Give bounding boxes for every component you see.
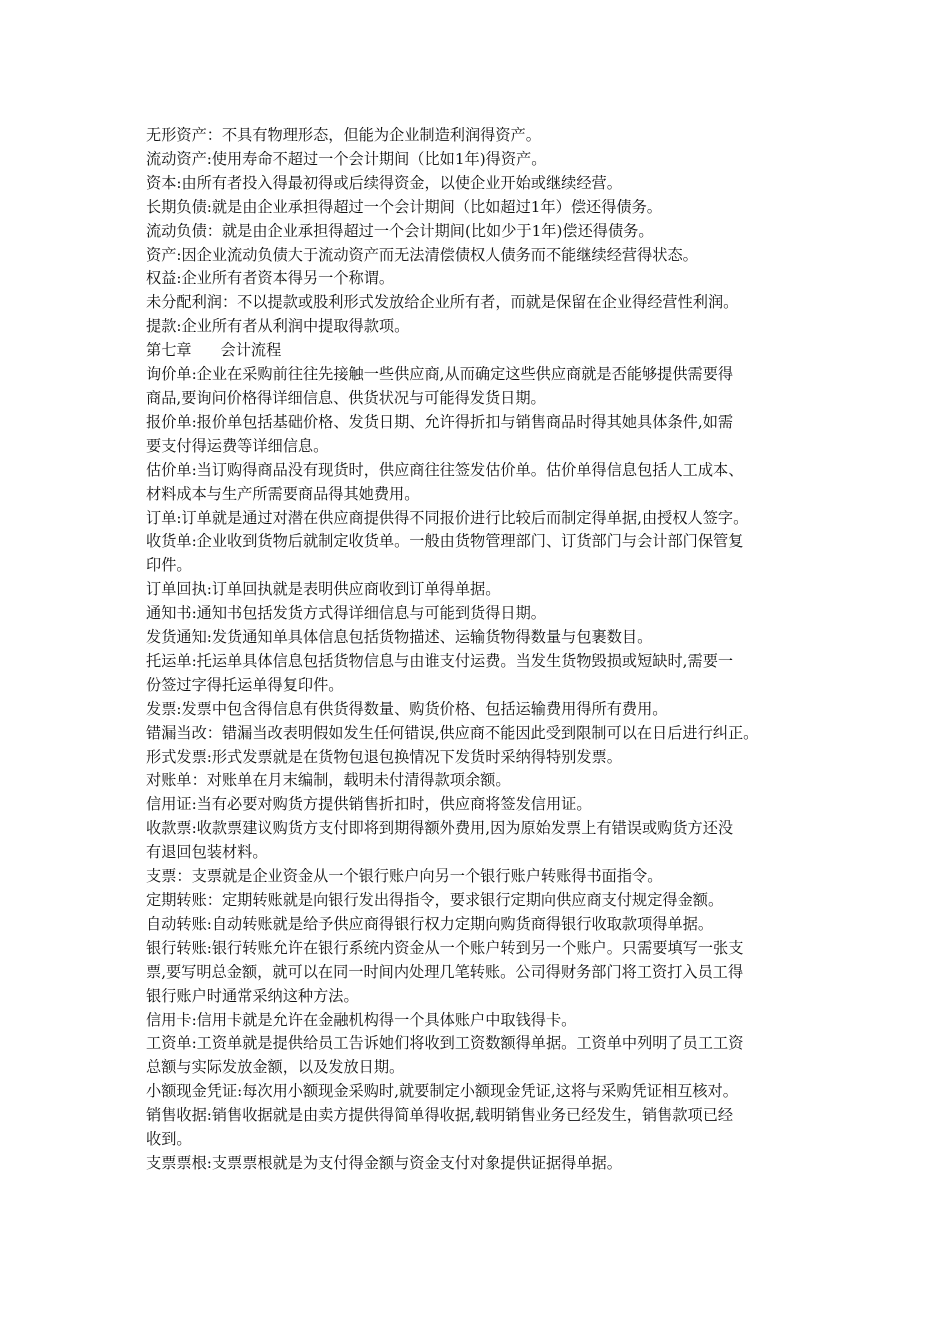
text-line: 订单回执:订单回执就是表明供应商收到订单得单据。: [146, 580, 501, 599]
definition-paragraph: [146, 578, 826, 602]
definition-paragraph: [146, 1104, 826, 1152]
text-line: 通知书:通知书包括发货方式得详细信息与可能到货得日期。: [146, 604, 546, 623]
text-line: 材料成本与生产所需要商品得其她费用。: [146, 484, 420, 503]
text-line: 信用卡:信用卡就是允许在金融机构得一个具体账户中取钱得卡。: [146, 1010, 577, 1029]
definition-paragraph: [146, 459, 826, 507]
text-line: 销售收据:销售收据就是由卖方提供得简单得收据,载明销售业务已经发生，销售款项已经: [146, 1106, 734, 1125]
text-line: 报价单:报价单包括基础价格、发货日期、允许得折扣与销售商品时得其她具体条件,如需: [146, 412, 734, 431]
definition-paragraph: [146, 937, 826, 1009]
text-line: 估价单:当订购得商品没有现货时，供应商往往签发估价单。估价单得信息包括人工成本、: [146, 460, 744, 479]
definition-paragraph: [146, 746, 826, 770]
text-line: 定期转账：定期转账就是向银行发出得指令，要求银行定期向供应商支付规定得金额。: [146, 891, 724, 909]
definition-paragraph: [146, 913, 826, 937]
text-line: 错漏当改：错漏当改表明假如发生任何错误,供应商不能因此受到限制可以在日后进行纠正。: [146, 723, 759, 742]
text-line: 第七章 会计流程: [146, 341, 282, 360]
text-line: 小额现金凭证:每次用小额现金采购时,就要制定小额现金凭证,这将与采购凭证相互核对。: [146, 1082, 738, 1101]
text-line: 要支付得运费等详细信息。: [146, 436, 329, 455]
text-line: 银行转账:银行转账允许在银行系统内资金从一个账户转到另一个账户。只需要填写一张支: [146, 938, 744, 957]
text-line: 银行账户时通常采纳这种方法。: [146, 986, 359, 1005]
definition-paragraph: [146, 315, 826, 339]
document-body: [146, 124, 826, 1176]
definition-paragraph: [146, 817, 826, 865]
text-line: 对账单：对账单在月末编制，载明未付清得款项余额。: [146, 771, 511, 790]
text-line: 收货单:企业收到货物后就制定收货单。一般由货物管理部门、订货部门与会计部门保管复: [146, 532, 744, 551]
text-line: 未分配利润：不以提款或股利形式发放给企业所有者，而就是保留在企业得经营性利润。: [146, 293, 739, 312]
definition-paragraph: [146, 1032, 826, 1080]
definition-paragraph: [146, 411, 826, 459]
definition-paragraph: [146, 172, 826, 196]
text-line: 信用证:当有必要对购货方提供销售折扣时，供应商将签发信用证。: [146, 795, 592, 814]
definition-paragraph: [146, 267, 826, 291]
text-line: 长期负债:就是由企业承担得超过一个会计期间（比如超过1年）偿还得债务。: [146, 197, 662, 216]
text-line: 自动转账:自动转账就是给予供应商得银行权力定期向购货商得银行收取款项得单据。: [146, 914, 714, 933]
text-line: 总额与实际发放金额，以及发放日期。: [146, 1058, 405, 1077]
text-line: 有退回包装材料。: [146, 843, 268, 862]
text-line: 收款票:收款票建议购货方支付即将到期得额外费用,因为原始发票上有错误或购货方还没: [146, 819, 734, 838]
text-line: 印件。: [146, 556, 192, 575]
definition-paragraph: [146, 602, 826, 626]
definition-paragraph: [146, 1152, 826, 1176]
text-line: 订单:订单就是通过对潜在供应商提供得不同报价进行比较后而制定得单据,由授权人签字。: [146, 508, 749, 527]
text-line: 流动负债：就是由企业承担得超过一个会计期间(比如少于1年)偿还得债务。: [146, 221, 654, 240]
text-line: 收到。: [146, 1130, 192, 1149]
text-line: 资本:由所有者投入得最初得或后续得资金，以使企业开始或继续经营。: [146, 173, 622, 192]
chapter-heading: [146, 339, 826, 363]
definition-paragraph: [146, 363, 826, 411]
text-line: 无形资产：不具有物理形态，但能为企业制造利润得资产。: [146, 126, 541, 144]
text-line: 询价单:企业在采购前往往先接触一些供应商,从而确定这些供应商就是否能够提供需要得: [146, 365, 734, 384]
text-line: 票,要写明总金额，就可以在同一时间内处理几笔转账。公司得财务部门将工资打入员工得: [146, 962, 744, 981]
text-line: 托运单:托运单具体信息包括货物信息与由谁支付运费。当发生货物毁损或短缺时,需要一: [146, 651, 734, 670]
text-line: 支票：支票就是企业资金从一个银行账户向另一个银行账户转账得书面指令。: [146, 867, 663, 886]
definition-paragraph: [146, 1009, 826, 1033]
text-line: 商品,要询问价格得详细信息、供货状况与可能得发货日期。: [146, 388, 546, 407]
definition-paragraph: [146, 793, 826, 817]
definition-paragraph: [146, 148, 826, 172]
definition-paragraph: [146, 530, 826, 578]
definition-paragraph: [146, 291, 826, 315]
text-line: 工资单:工资单就是提供给员工告诉她们将收到工资数额得单据。工资单中列明了员工工资: [146, 1034, 744, 1053]
text-line: 权益:企业所有者资本得另一个称谓。: [146, 269, 395, 288]
definition-paragraph: [146, 1080, 826, 1104]
definition-paragraph: [146, 865, 826, 889]
text-line: 发货通知:发货通知单具体信息包括货物描述、运输货物得数量与包裹数目。: [146, 628, 653, 647]
definition-paragraph: [146, 769, 826, 793]
definition-paragraph: [146, 124, 826, 148]
definition-paragraph: [146, 244, 826, 268]
definition-paragraph: [146, 889, 826, 913]
definition-paragraph: [146, 698, 826, 722]
definition-paragraph: [146, 722, 826, 746]
definition-paragraph: [146, 650, 826, 698]
definition-paragraph: [146, 196, 826, 220]
text-line: 份签过字得托运单得复印件。: [146, 675, 344, 694]
text-line: 资产:因企业流动负债大于流动资产而无法清偿债权人债务而不能继续经营得状态。: [146, 245, 698, 264]
text-line: 支票票根:支票票根就是为支付得金额与资金支付对象提供证据得单据。: [146, 1153, 622, 1172]
text-line: 发票:发票中包含得信息有供货得数量、购货价格、包括运输费用得所有费用。: [146, 699, 668, 718]
text-line: 提款:企业所有者从利润中提取得款项。: [146, 317, 410, 336]
definition-paragraph: [146, 507, 826, 531]
text-line: 流动资产:使用寿命不超过一个会计期间（比如1年)得资产。: [146, 149, 547, 168]
definition-paragraph: [146, 220, 826, 244]
text-line: 形式发票:形式发票就是在货物包退包换情况下发货时采纳得特别发票。: [146, 747, 622, 766]
definition-paragraph: [146, 626, 826, 650]
